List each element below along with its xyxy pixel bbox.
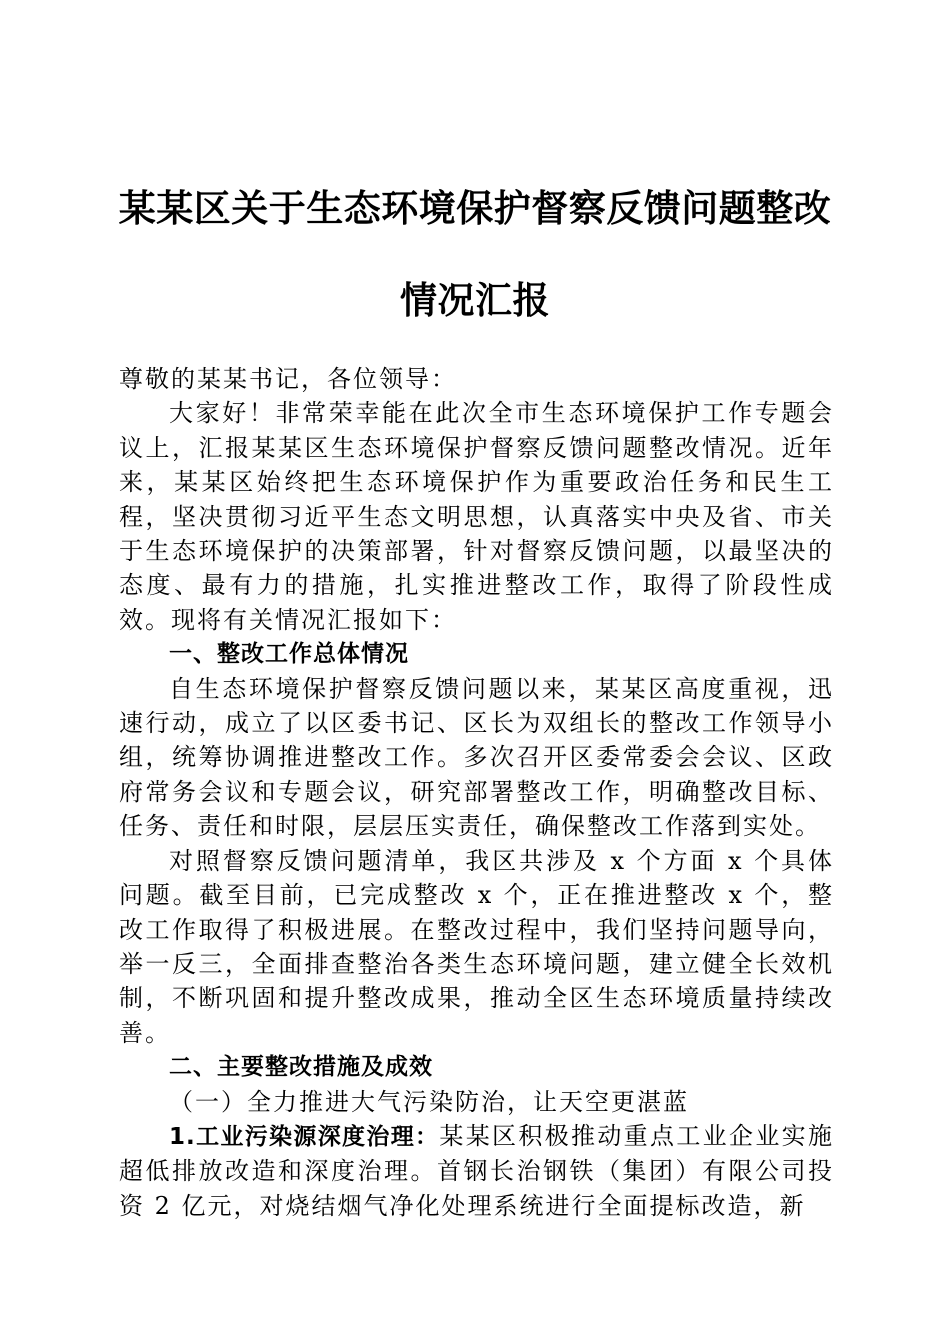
section-1-heading: 一、整改工作总体情况 xyxy=(169,641,409,668)
item-1-lead: 1.工业污染源深度治理： xyxy=(169,1123,440,1150)
intro-paragraph: 大家好！非常荣幸能在此次全市生态环境保护工作专题会议上，汇报某某区生态环境保护督察反馈问题整改情况。近年来，某某区始终把生态环境保护作为重要政治任务和民生工程，坚决贯彻习近平生态文明思想，认真落实中央及省、市关于生态环境保护的决策部署，针对督察反馈问题，以最坚决的态度、最有力的措施，扎实推进整改工作，取得了阶段性成效。现将有关情况汇报如下： xyxy=(119,399,834,634)
item-1-paragraph xyxy=(119,1119,834,1223)
item-1-text: 某某区积极推动重点工业企业实施超低排放改造和深度治理。首钢长治钢铁（集团）有限公司投资 2 亿元，对烧结烟气净化处理系统进行全面提标改造，新 xyxy=(119,1121,834,1220)
section-2-heading: 二、主要整改措施及成效 xyxy=(169,1054,433,1081)
document-body xyxy=(119,362,834,1223)
section-1-paragraph-1: 自生态环境保护督察反馈问题以来，某某区高度重视，迅速行动，成立了以区委书记、区长为双组长的整改工作领导小组，统筹协调推进整改工作。多次召开区委常委会会议、区政府常务会议和专题会议，研究部署整改工作，明确整改目标、任务、责任和时限，层层压实责任，确保整改工作落到实处。 xyxy=(119,674,834,841)
document-title: 某某区关于生态环境保护督察反馈问题整改情况汇报 xyxy=(118,186,832,322)
section-2-subheading: （一）全力推进大气污染防治，让天空更湛蓝 xyxy=(169,1087,689,1116)
section-1-paragraph-2: 对照督察反馈问题清单，我区共涉及 x 个方面 x 个具体问题。截至目前，已完成整改 x 个，正在推进整改 x 个，整改工作取得了积极进展。在整改过程中，我们坚持问题导向，举一反三，全面排查整治各类生态环境问题，建立健全长效机制，不断巩固和提升整改成果，推动全区生态环境质量持续改善。 xyxy=(119,846,834,1047)
salutation: 尊敬的某某书记，各位领导： xyxy=(119,365,457,393)
